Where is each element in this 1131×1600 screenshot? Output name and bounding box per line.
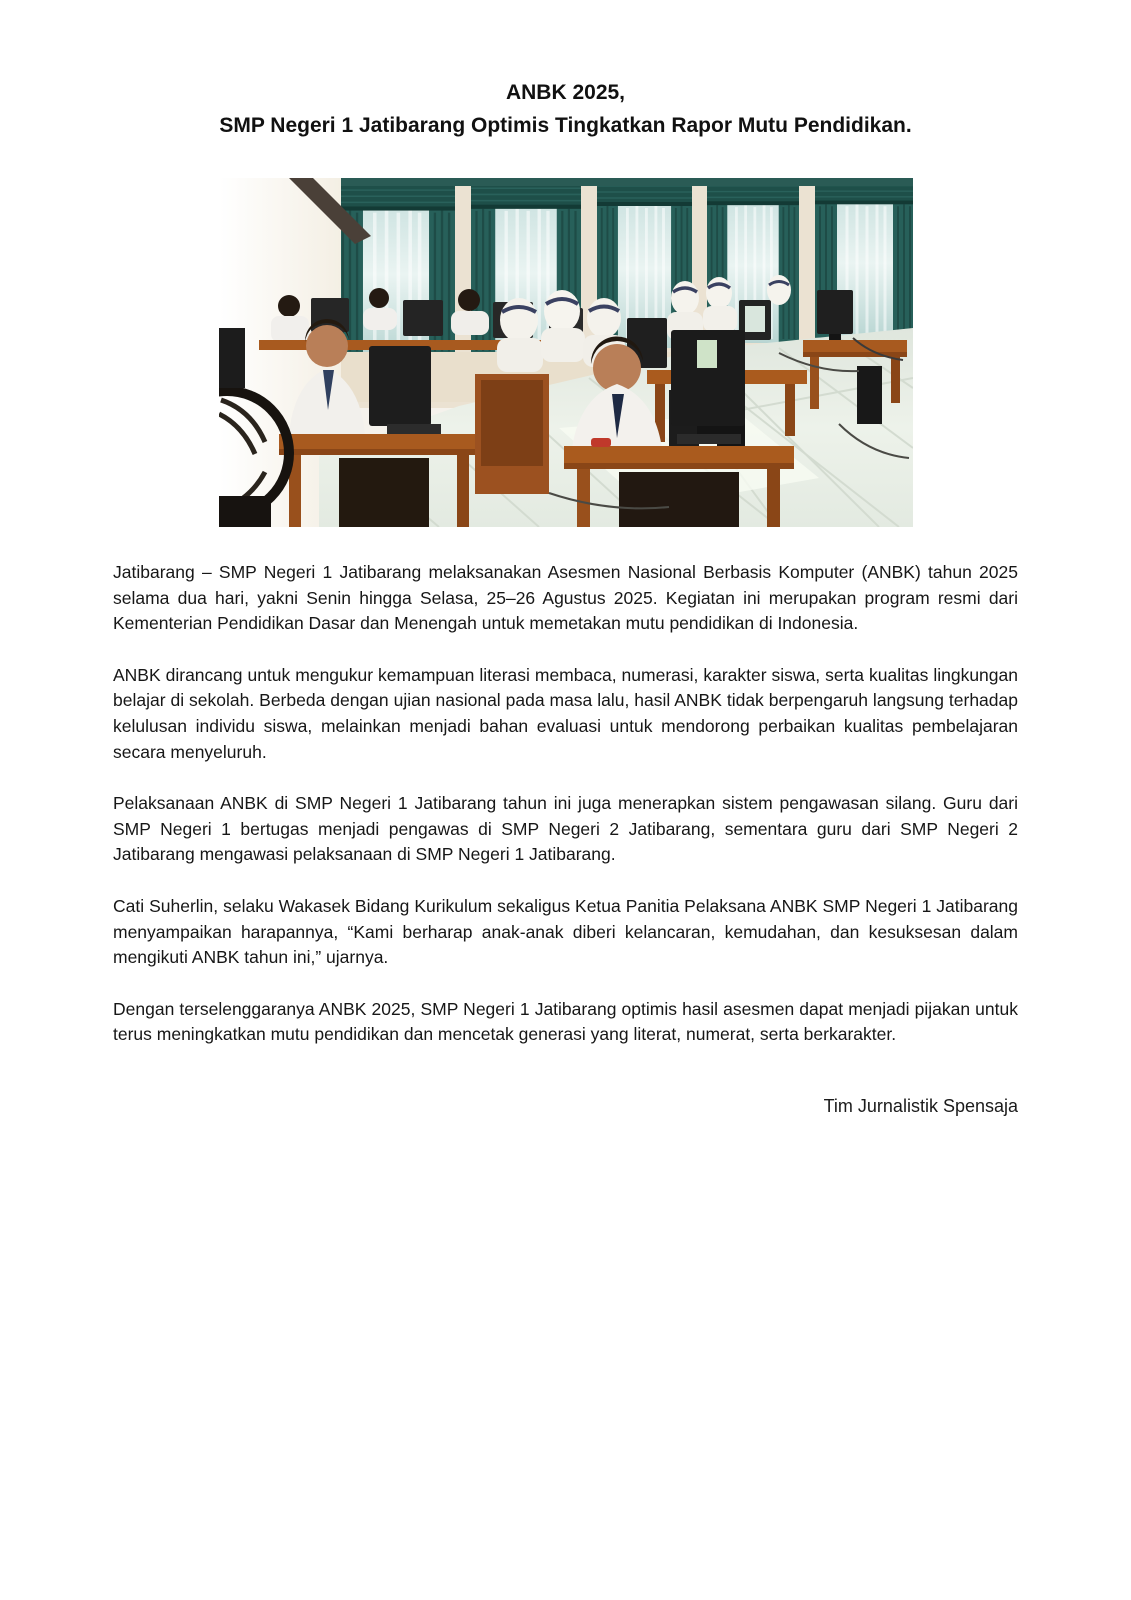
article-paragraph-1: Jatibarang – SMP Negeri 1 Jatibarang melaksanakan Asesmen Nasional Berbasis Komputer (ANBK) tahun 2025 selama dua hari, yakni Senin hingga Selasa, 25–26 Agustus 2025. Kegiatan ini merupakan program resmi dari Kementerian Pendidikan Dasar dan Menengah untuk memetakan mutu pendidikan di Indonesia. (113, 562, 1018, 634)
classroom-photo-illustration (219, 178, 913, 527)
article-paragraph-2: ANBK dirancang untuk mengukur kemampuan literasi membaca, numerasi, karakter siswa, serta kualitas lingkungan belajar di sekolah. Berbeda dengan ujian nasional pada masa lalu, hasil ANBK tidak berpengaruh langsung terhadap kelulusan individu siswa, melainkan menjadi bahan evaluasi untuk mendorong perbaikan kualitas pembelajaran secara menyeluruh. (113, 664, 1018, 762)
article-title-line2: SMP Negeri 1 Jatibarang Optimis Tingkatkan Rapor Mutu Pendidikan. (219, 114, 912, 137)
article-byline: Tim Jurnalistik Spensaja (823, 1095, 1018, 1116)
classroom-photo (219, 178, 913, 527)
article-title-line1: ANBK 2025, (505, 81, 626, 104)
article-paragraph-3: Pelaksanaan ANBK di SMP Negeri 1 Jatibarang tahun ini juga menerapkan sistem pengawasan silang. Guru dari SMP Negeri 1 bertugas menjadi pengawas di SMP Negeri 2 Jatibarang, sementara guru dari SMP Negeri 2 Jatibarang mengawasi pelaksanaan di SMP Negeri 1 Jatibarang. (113, 793, 1018, 865)
article-paragraph-5: Dengan terselenggaranya ANBK 2025, SMP Negeri 1 Jatibarang optimis hasil asesmen dapat menjadi pijakan untuk terus meningkatkan mutu pendidikan dan mencetak generasi yang literat, numerat, serta berkarakter. (113, 998, 1018, 1045)
article-title (113, 76, 1018, 142)
article-paragraph-4: Cati Suherlin, selaku Wakasek Bidang Kurikulum sekaligus Ketua Panitia Pelaksana ANBK SMP Negeri 1 Jatibarang menyampaikan harapannya, “Kami berharap anak-anak diberi kelancaran, kemudahan, dan kesuksesan dalam mengikuti ANBK tahun ini,” ujarnya. (113, 895, 1018, 968)
article-body (113, 560, 1018, 1048)
